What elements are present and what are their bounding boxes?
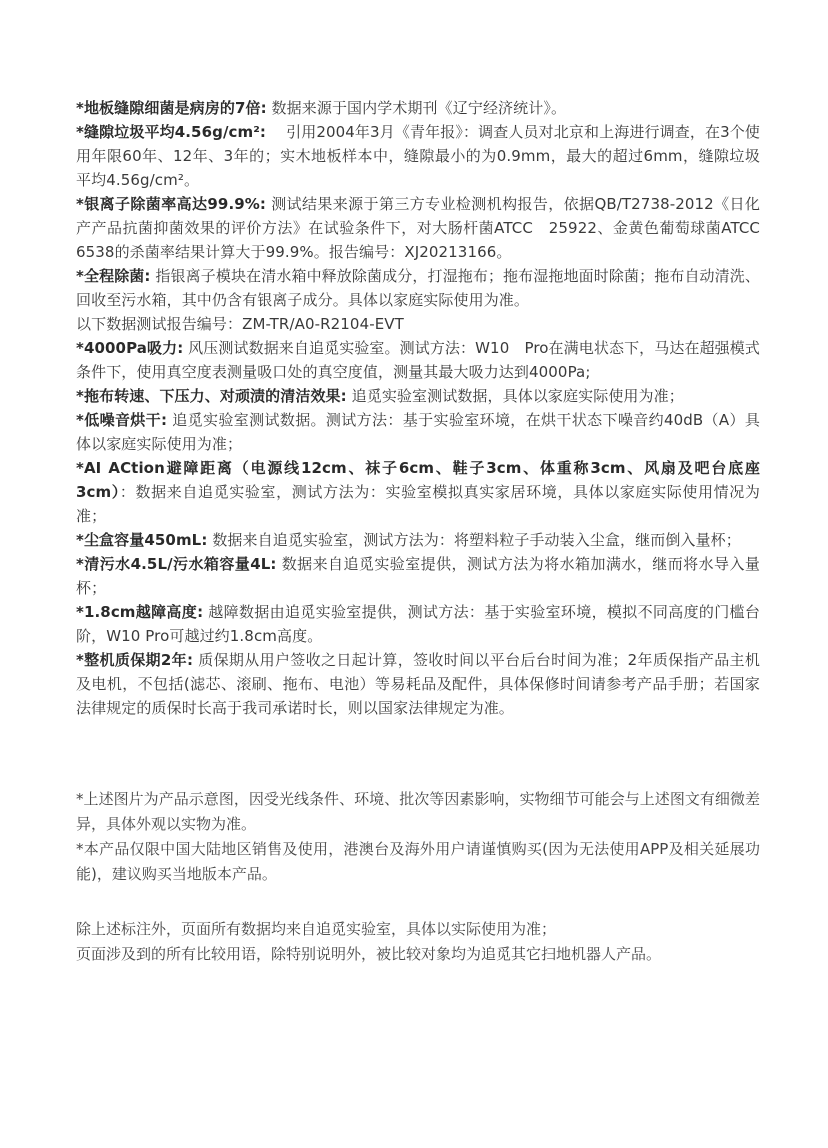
note-title: *1.8cm越障高度: bbox=[76, 603, 204, 621]
note-title: *AI ACtion避障距离（电源线12cm、袜子6cm、鞋子3cm、体重称3cm、风扇及吧台底座3cm） bbox=[76, 459, 760, 501]
footer-comparison: 页面涉及到的所有比较用语，除特别说明外，被比较对象均为追觅其它扫地机器人产品。 bbox=[76, 945, 662, 963]
note-title: *尘盒容量450mL: bbox=[76, 531, 208, 549]
note-title: *地板缝隙细菌是病房的7倍: bbox=[76, 99, 267, 117]
note-water-tank bbox=[76, 552, 760, 600]
note-title: *整机质保期2年: bbox=[76, 651, 194, 669]
note-warranty bbox=[76, 648, 760, 720]
note-text: 数据来自追觅实验室提供，测试方法为将水箱加满水，继而将水导入量杯； bbox=[76, 555, 760, 597]
note-text: 指银离子模块在清水箱中释放除菌成分，打湿拖布；拖布湿拖地面时除菌；拖布自动清洗、回收至污水箱，其中仍含有银离子成分。具体以家庭实际使用为准。 bbox=[76, 267, 761, 309]
note-report-number bbox=[76, 312, 760, 336]
note-text: 测试结果来源于第三方专业检测机构报告，依据QB/T2738-2012《日化产产品抗菌抑菌效果的评价方法》在试验条件下，对大肠杆菌ATCC 25922、金黄色葡萄球菌ATCC 6538的杀菌率结果计算大于99.9%。报告编号：XJ20213166。 bbox=[76, 195, 776, 261]
note-title: *全程除菌: bbox=[76, 267, 151, 285]
note-title: *拖布转速、下压力、对顽渍的清洁效果: bbox=[76, 387, 347, 405]
spacer bbox=[76, 887, 760, 917]
note-text: 数据来自追觅实验室，测试方法为：将塑料粒子手动装入尘盒，继而倒入量杯； bbox=[207, 531, 741, 549]
note-text: 引用2004年3月《青年报》：调查人员对北京和上海进行调查，在3个使用年限60年、12年、3年的；实木地板样本中，缝隙最小的为0.9mm，最大的超过6mm，缝隙垃圾平均4.56g/cm²。 bbox=[76, 123, 760, 189]
note-text: 以下数据测试报告编号：ZM-TR/A0-R2104-EVT bbox=[76, 315, 404, 333]
note-text: 追觅实验室测试数据。测试方法：基于实验室环境，在烘干状态下噪音约40dB（A）具体以家庭实际使用为准； bbox=[76, 411, 760, 453]
note-bacteria bbox=[76, 96, 760, 120]
note-text: 质保期从用户签收之日起计算，签收时间以平台后台时间为准；2年质保指产品主机及电机，不包括(滤芯、滚刷、拖布、电池）等易耗品及配件，具体保修时间请参考产品手册；若国家法律规定的质保时长高于我司承诺时长，则以国家法律规定为准。 bbox=[76, 651, 760, 717]
spacer bbox=[76, 720, 760, 787]
note-low-noise bbox=[76, 408, 760, 456]
disclaimer-region: *本产品仅限中国大陆地区销售及使用，港澳台及海外用户请谨慎购买(因为无法使用APP及相关延展功能)，建议购买当地版本产品。 bbox=[76, 840, 760, 883]
notes-document bbox=[76, 96, 776, 967]
note-full-sterilization bbox=[76, 264, 760, 312]
disclaimer-image: *上述图片为产品示意图，因受光线条件、环境、批次等因素影响，实物细节可能会与上述图文有细微差异，具体外观以实物为准。 bbox=[76, 790, 760, 833]
note-dust-box bbox=[76, 528, 760, 552]
footer-data-source: 除上述标注外，页面所有数据均来自追觅实验室，具体以实际使用为准； bbox=[76, 920, 557, 938]
note-obstacle-height bbox=[76, 600, 760, 648]
note-suction bbox=[76, 336, 760, 384]
note-silver-ion bbox=[76, 192, 776, 264]
note-text: 追觅实验室测试数据，具体以家庭实际使用为准； bbox=[346, 387, 684, 405]
note-mop-speed bbox=[76, 384, 760, 408]
note-text: ：数据来自追觅实验室，测试方法为：实验室模拟真实家居环境，具体以家庭实际使用情况为准； bbox=[76, 483, 761, 525]
note-text: 越障数据由追觅实验室提供，测试方法：基于实验室环境，模拟不同高度的门槛台阶，W10 Pro可越过约1.8cm高度。 bbox=[76, 603, 760, 645]
note-title: *4000Pa吸力: bbox=[76, 339, 184, 357]
note-title: *银离子除菌率高达99.9%: bbox=[76, 195, 267, 213]
note-title: *缝隙垃圾平均4.56g/cm²: bbox=[76, 123, 267, 141]
note-gap-debris bbox=[76, 120, 760, 192]
note-text: 风压测试数据来自追觅实验室。测试方法：W10 Pro在满电状态下，马达在超强模式条件下，使用真空度表测量吸口处的真空度值，测量其最大吸力达到4000Pa; bbox=[76, 339, 760, 381]
note-obstacle-avoidance bbox=[76, 456, 760, 528]
note-title: *低噪音烘干: bbox=[76, 411, 168, 429]
note-title: *清污水4.5L/污水箱容量4L: bbox=[76, 555, 277, 573]
note-text: 数据来源于国内学术期刊《辽宁经济统计》。 bbox=[266, 99, 567, 117]
